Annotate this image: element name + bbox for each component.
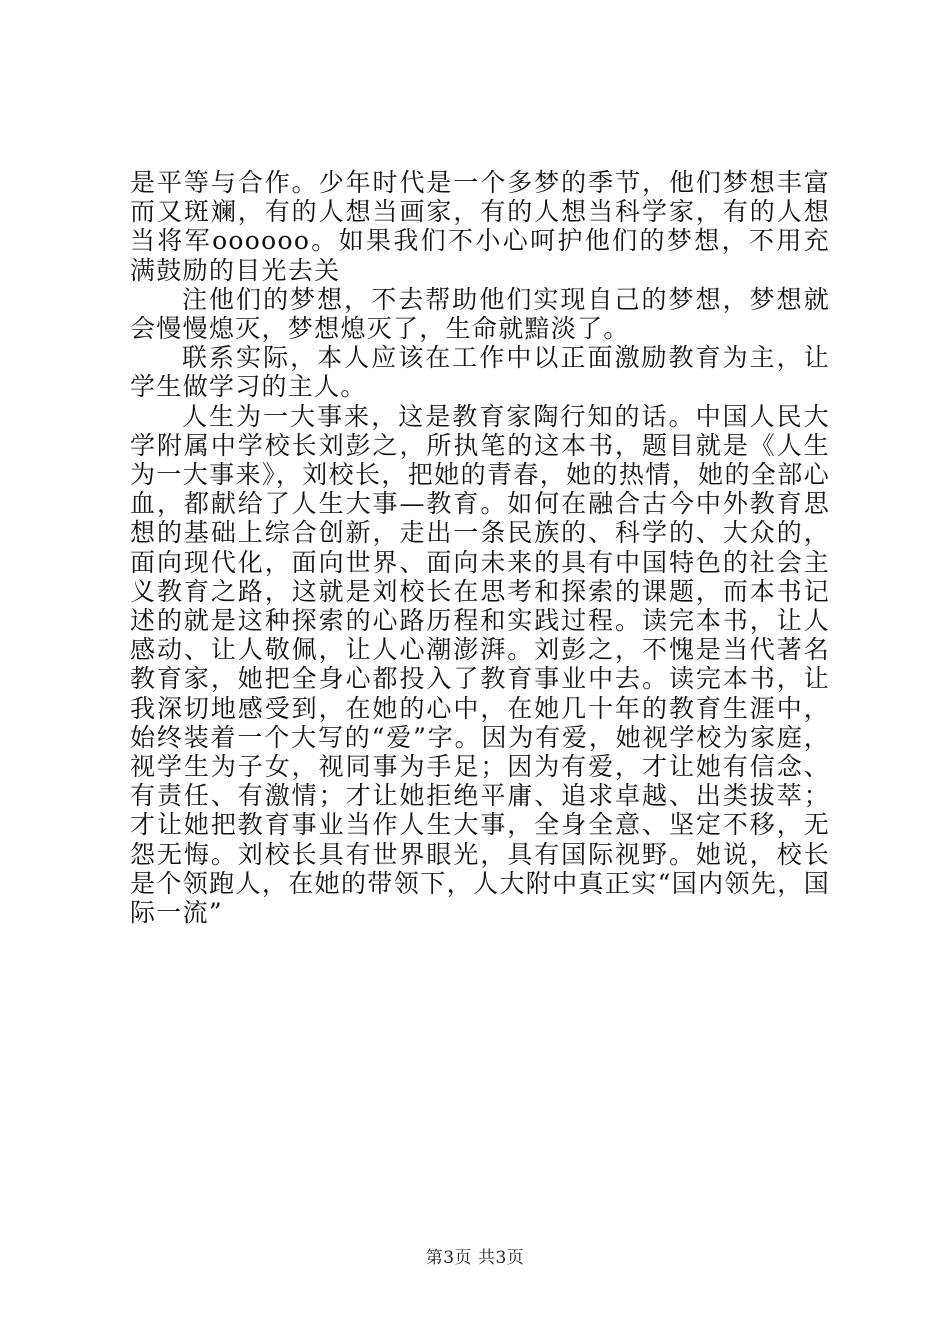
paragraph-2: 注他们的梦想，不去帮助他们实现自己的梦想，梦想就会慢慢熄灭，梦想熄灭了，生命就黯淡了。 <box>130 284 830 344</box>
body-text <box>130 168 830 927</box>
paragraph-3: 联系实际，本人应该在工作中以正面激励教育为主，让学生做学习的主人。 <box>130 343 830 402</box>
page-footer: 第3页 共3页 <box>425 1248 525 1268</box>
paragraph-4: 人生为一大事来，这是教育家陶行知的话。中国人民大学附属中学校长刘彭之，所执笔的这本书，题目就是《人生为一大事来》，刘校长，把她的青春，她的热情，她的全部心血，都献给了人生大事—教育。如何在融合古今中外教育思想的基础上综合创新，走出一条民族的、科学的、大众的，面向现代化，面向世界、面向未来的具有中国特色的社会主义教育之路，这就是刘校长在思考和探索的课题，而本书记述的就是这种探索的心路历程和实践过程。读完本书，让人感动、让人敬佩，让人心潮澎湃。刘彭之，不愧是当代著名教育家，她把全身心都投入了教育事业中去。读完本书，让我深切地感受到，在她的心中，在她几十年的教育生涯中，始终装着一个大写的“爱”字。因为有爱，她视学校为家庭，视学生为子女，视同事为手足；因为有爱，才让她有信念、有责任、有激情；才让她拒绝平庸、追求卓越、出类拔萃；才让她把教育事业当作人生大事，全身全意、坚定不移，无怨无悔。刘校长具有世界眼光，具有国际视野。她说，校长是个领跑人，在她的带领下，人大附中真正实“国内领先，国际一流” <box>130 401 830 928</box>
paragraph-1: 是平等与合作。少年时代是一个多梦的季节，他们梦想丰富而又斑斓，有的人想当画家，有的人想当科学家，有的人想当将军oooooo。如果我们不小心呵护他们的梦想，不用充满鼓励的目光去关 <box>130 168 830 285</box>
